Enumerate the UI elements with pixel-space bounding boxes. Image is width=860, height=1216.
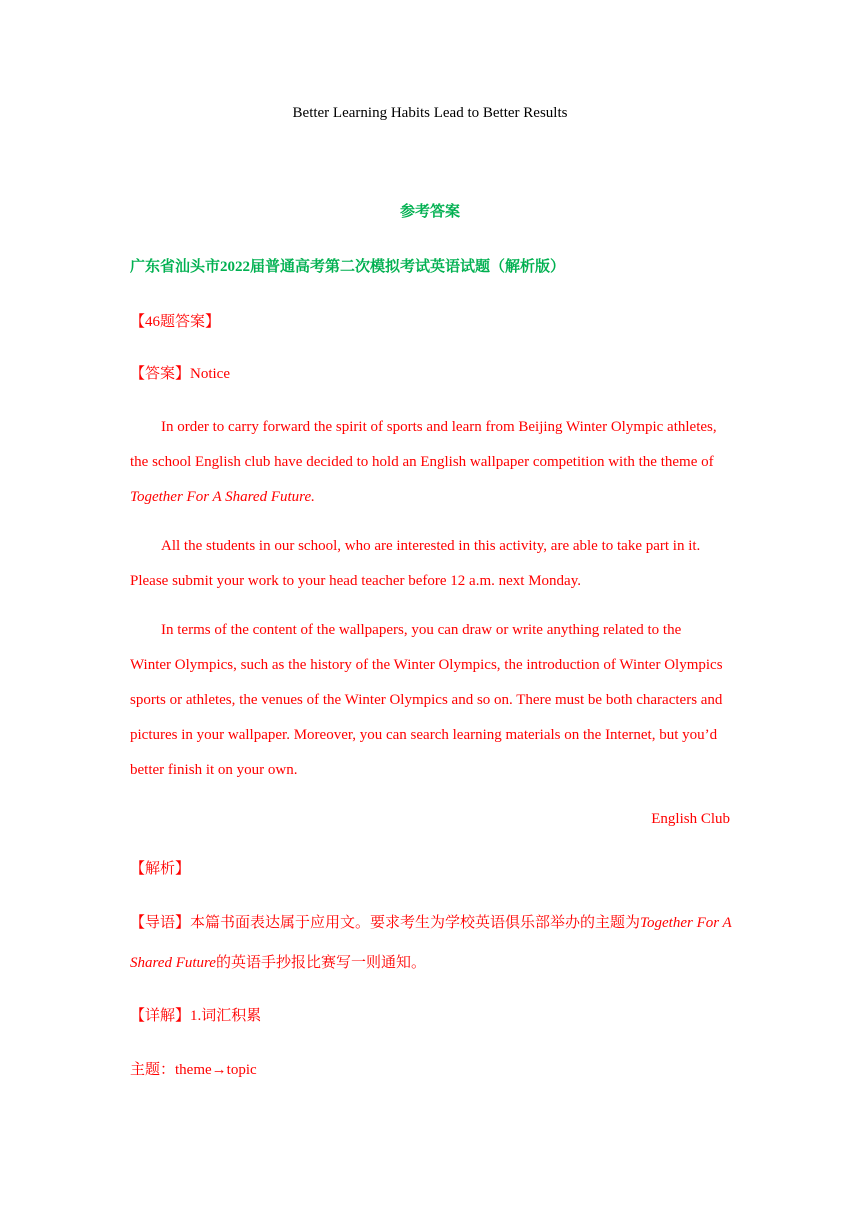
answer-tag: 【答案】 — [130, 366, 191, 382]
notice-p2-line2: Please submit your work to your head teacher before 12 a.m. next Monday. — [130, 573, 581, 589]
guide-line1 — [130, 913, 732, 933]
notice-p3-line2: Winter Olympics, such as the history of the Winter Olympics, the introduction of Winter Olympics — [130, 657, 723, 673]
analysis-tag: 【解析】 — [130, 861, 191, 877]
notice-p1-line2: the school English club have decided to hold an English wallpaper competition with the theme of — [130, 454, 714, 470]
ref-answer-heading: 参考答案 — [399, 204, 460, 220]
header-title: Better Learning Habits Lead to Better Results — [292, 105, 568, 121]
guide-theme-part2: Shared Future — [130, 955, 216, 971]
detail-text: 1.词汇积累 — [190, 1008, 262, 1024]
detail-line — [130, 1006, 261, 1026]
vocab-item-1: 主题：theme→topic — [130, 1062, 257, 1078]
guide-theme-part1: Together For A — [640, 915, 732, 931]
detail-tag: 【详解】 — [130, 1008, 191, 1024]
q46-tag: 【46题答案】 — [130, 314, 221, 330]
guide-text2: 的英语手抄报比赛写一则通知。 — [215, 955, 426, 971]
notice-title: Notice — [190, 366, 230, 382]
answer-line — [130, 364, 230, 384]
notice-p3-line5: better finish it on your own. — [130, 762, 298, 778]
notice-p3-line1: In terms of the content of the wallpapers, you can draw or write anything related to the — [161, 622, 682, 638]
guide-line2 — [130, 953, 426, 973]
notice-p1-line1: In order to carry forward the spirit of sports and learn from Beijing Winter Olympic athletes, — [161, 419, 717, 435]
notice-p3-line3: sports or athletes, the venues of the Winter Olympics and so on. There must be both characters and — [130, 692, 723, 708]
guide-tag: 【导语】 — [130, 915, 191, 931]
notice-p2-line1: All the students in our school, who are interested in this activity, are able to take part in it. — [161, 538, 701, 554]
exam-title: 广东省汕头市2022届普通高考第二次模拟考试英语试题（解析版） — [130, 259, 566, 275]
guide-text1: 本篇书面表达属于应用文。要求考生为学校英语俱乐部举办的主题为 — [190, 915, 641, 931]
notice-p1-line3: Together For A Shared Future. — [130, 489, 315, 505]
notice-p3-line4: pictures in your wallpaper. Moreover, you can search learning materials on the Internet, but you’d — [130, 727, 718, 743]
notice-signature: English Club — [651, 811, 730, 827]
